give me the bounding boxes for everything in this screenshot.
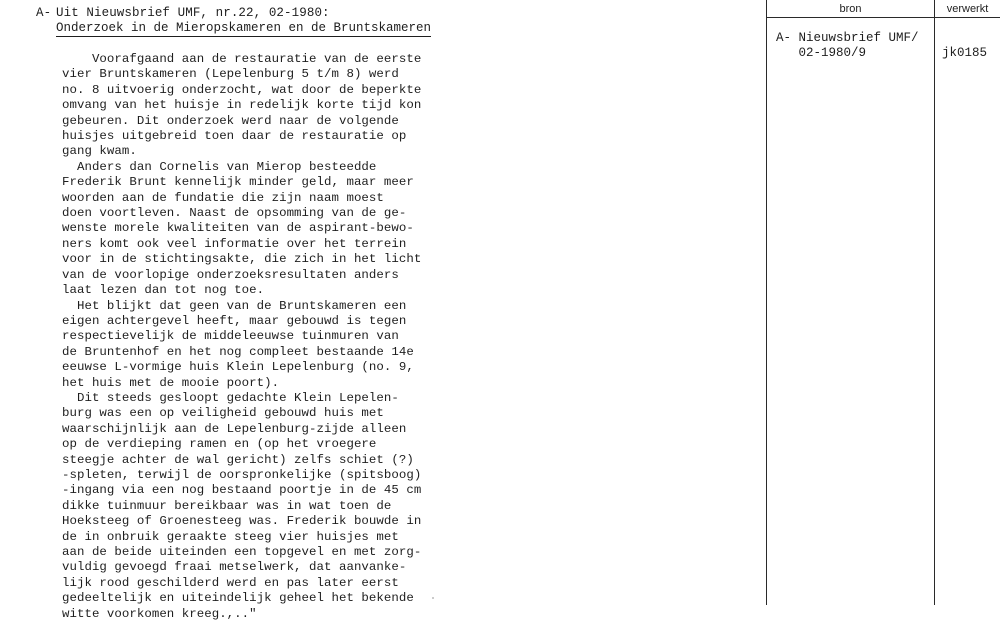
heading-text: Uit Nieuwsbrief UMF, nr.22, 02-1980: — [56, 6, 330, 20]
document-subheading: Onderzoek in de Mieropskameren en de Bruntskameren — [56, 21, 432, 35]
body-line: gebeuren. Dit onderzoek werd naar de volgende — [62, 113, 399, 128]
body-line: woorden aan de fundatie die zijn naam moest — [62, 190, 384, 205]
body-line: omvang van het huisje in redelijk korte tijd kon — [62, 98, 422, 113]
body-line: op de verdieping ramen en (op het vroegere — [62, 437, 377, 452]
body-line: huisjes uitgebreid toen daar de restauratie op — [62, 129, 407, 144]
bron-cell-line1: A- Nieuwsbrief UMF/ — [776, 31, 919, 45]
body-line: Voorafgaand aan de restauratie van de eerste — [62, 52, 422, 66]
body-line: steegje achter de wal gericht) zelfs schiet (?) — [62, 452, 414, 467]
body-line: laat lezen dan tot nog toe. — [62, 283, 265, 298]
table-header-rule — [766, 17, 1000, 18]
body-line: burg was een op veiligheid gebouwd huis met — [62, 406, 384, 421]
body-line: vuldig gevoegd fraai metselwerk, dat aanvanke- — [62, 560, 407, 575]
heading-prefix: A- — [36, 6, 52, 20]
body-line: voor in de stichtingsakte, die zich in het licht — [62, 252, 422, 267]
article-body — [62, 52, 432, 622]
body-line: waarschijnlijk aan de Lepelenburg-zijde alleen — [62, 421, 407, 436]
body-line: -spleten, terwijl de oorspronkelijke (spitsboog) — [62, 467, 422, 482]
body-line: de in onbruik geraakte steeg vier huisjes met — [62, 529, 399, 544]
body-line: de Bruntenhof en het nog compleet bestaande 14e — [62, 344, 414, 359]
table-column-divider — [934, 0, 935, 605]
body-line: wenste morele kwaliteiten van de aspirant-bewo- — [62, 221, 414, 236]
body-line: eigen achtergevel heeft, maar gebouwd is tegen — [62, 313, 407, 328]
body-line: aan de beide uiteinden een topgevel en met zorg- — [62, 545, 422, 559]
document-heading — [36, 6, 330, 21]
scan-speck — [432, 597, 434, 599]
body-line: van de voorlopige onderzoeksresultaten anders — [62, 267, 399, 282]
body-line: het huis met de mooie poort). — [62, 375, 280, 390]
body-line: Frederik Brunt kennelijk minder geld, maar meer — [62, 175, 414, 190]
body-line: ners komt ook veel informatie over het terrein — [62, 236, 407, 251]
body-line: Anders dan Cornelis van Mierop besteedde — [62, 159, 377, 174]
bron-cell-line2: 02-1980/9 — [776, 46, 867, 60]
body-line: eeuwse L-vormige huis Klein Lepelenburg (no. 9, — [62, 360, 414, 375]
body-line: no. 8 uitvoerig onderzocht, wat door de beperkte — [62, 82, 422, 97]
body-line: dikke tuinmuur bereikbaar was in wat toen de — [62, 498, 392, 513]
body-line: witte voorkomen kreeg.,.." — [62, 606, 257, 621]
body-line: Hoeksteeg of Groenesteeg was. Frederik bouwde in — [62, 514, 422, 529]
table-left-border — [766, 0, 767, 605]
body-line: vier Bruntskameren (Lepelenburg 5 t/m 8) werd — [62, 67, 399, 82]
verwerkt-cell: jk0185 — [942, 46, 988, 60]
body-line: -ingang via een nog bestaand poortje in de 45 cm — [62, 483, 422, 498]
body-line: Dit steeds gesloopt gedachte Klein Lepelen- — [62, 390, 399, 405]
body-line: respectievelijk de middeleeuwse tuinmuren van — [62, 329, 399, 344]
body-line: Het blijkt dat geen van de Bruntskameren een — [62, 298, 407, 313]
body-line: lijk rood geschilderd werd en pas later eerst — [62, 575, 399, 590]
column-header-bron: bron — [839, 3, 862, 15]
body-line: gedeeltelijk en uiteindelijk geheel het bekende — [62, 591, 414, 606]
body-line: doen voortleven. Naast de opsomming van de ge- — [62, 206, 407, 221]
column-header-verwerkt: verwerkt — [946, 3, 989, 15]
body-line: gang kwam. — [62, 144, 137, 159]
